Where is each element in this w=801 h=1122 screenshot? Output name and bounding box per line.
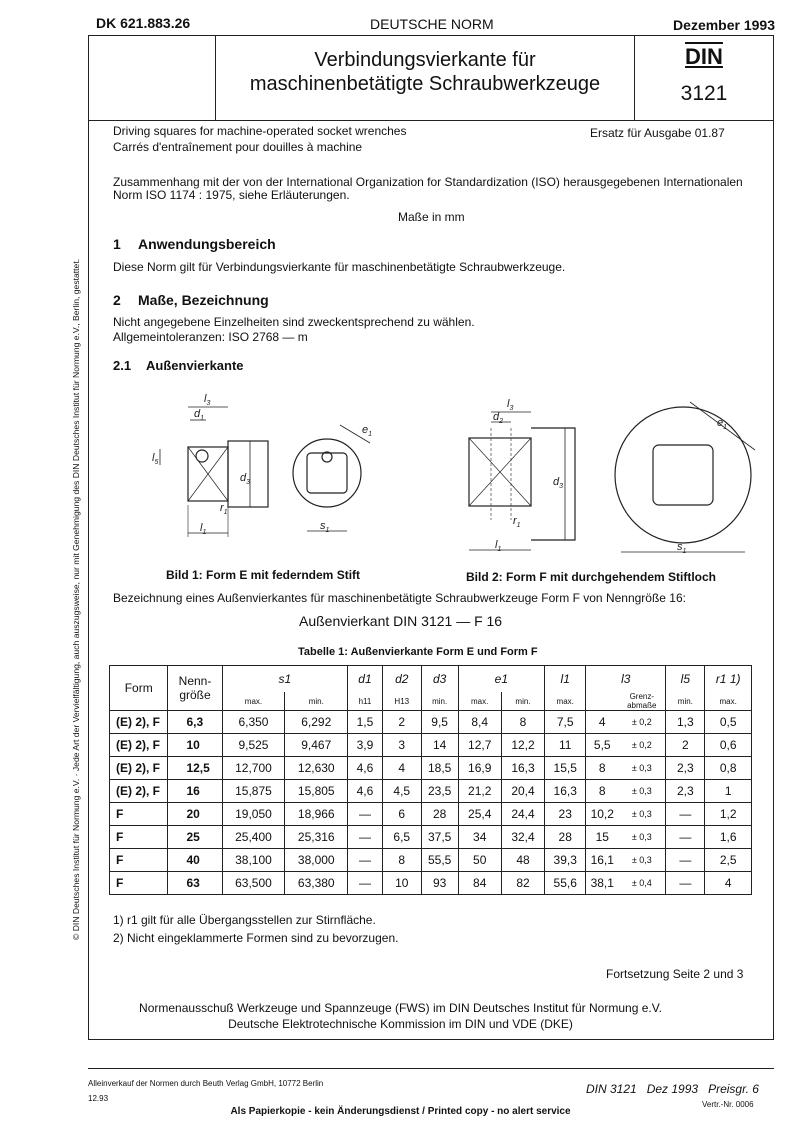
title-left-cell — [89, 36, 216, 120]
table-cell-ng: 25 — [168, 826, 222, 849]
fig1-label-d1: $d_1$ — [194, 408, 205, 422]
publication-date: Dezember 1993 — [673, 17, 775, 33]
section-2-text-2: Allgemeintoleranzen: ISO 2768 — m — [113, 330, 308, 344]
table-cell-grenz: ± 0,2 — [618, 734, 666, 757]
fig1-label-d3: $d_3$ — [240, 472, 251, 486]
body-divider — [88, 1039, 774, 1040]
fig1-label-l3: $l_3$ — [204, 393, 211, 407]
footer-code: 12.93 — [88, 1094, 109, 1103]
replaces-edition: Ersatz für Ausgabe 01.87 — [590, 126, 725, 140]
table-row — [110, 849, 752, 872]
table-cell-d1: 3,9 — [348, 734, 383, 757]
table-cell-ng: 10 — [168, 734, 222, 757]
table-cell-s1min: 12,630 — [285, 757, 348, 780]
table-cell-s1max: 12,700 — [222, 757, 285, 780]
table-cell-d2: 4 — [382, 757, 421, 780]
table-cell-r1: 1 — [705, 780, 752, 803]
section-1-text: Diese Norm gilt für Verbindungsvierkante für maschinenbetätigte Schraubwerkzeuge. — [113, 260, 566, 274]
table-cell-s1min: 15,805 — [285, 780, 348, 803]
table-cell-l1: 39,3 — [545, 849, 586, 872]
col-l5: l5 — [666, 666, 705, 693]
table-cell-s1min: 63,380 — [285, 872, 348, 895]
col-form: Form — [110, 666, 168, 711]
col-r1: r1 1) — [705, 666, 752, 693]
table-cell-d3: 18,5 — [421, 757, 458, 780]
table-cell-l3: 8 — [586, 757, 618, 780]
document-title — [216, 48, 634, 96]
table-row — [110, 780, 752, 803]
table-cell-d1: — — [348, 849, 383, 872]
table-cell-ng: 16 — [168, 780, 222, 803]
table-1-caption: Tabelle 1: Außenvierkante Form E und Form F — [298, 646, 538, 658]
sub-l5-min: min. — [666, 692, 705, 711]
sub-e1-min: min. — [501, 692, 544, 711]
fig2-end-view-circle — [615, 407, 751, 543]
footnote-2: 2) Nicht eingeklammerte Formen sind zu bevorzugen. — [113, 931, 399, 945]
table-cell-l5: — — [666, 849, 705, 872]
table-cell-grenz: ± 0,4 — [618, 872, 666, 895]
table-cell-l5: — — [666, 826, 705, 849]
table-cell-d3: 93 — [421, 872, 458, 895]
designation-text: Bezeichnung eines Außenvierkantes für maschinenbetätigte Schraubwerkzeuge Form F von Nenngröße 16: — [113, 591, 686, 605]
col-s1: s1 — [222, 666, 348, 693]
committee-line-2: Deutsche Elektrotechnische Kommission im DIN und VDE (DKE) — [228, 1017, 573, 1031]
table-cell-d1: — — [348, 826, 383, 849]
table-row — [110, 872, 752, 895]
table-cell-d1: — — [348, 803, 383, 826]
table-cell-form: (E) 2), F — [110, 711, 168, 734]
iso-relation-line-1: Zusammenhang mit der von der International Organization for Standardization (ISO) herausgegebenen Internationalen — [113, 175, 743, 189]
table-cell-e1max: 50 — [458, 849, 501, 872]
table-cell-r1: 0,8 — [705, 757, 752, 780]
fig1-spring-pin — [196, 450, 208, 462]
din-number-cell — [634, 36, 773, 120]
table-cell-l3: 15 — [586, 826, 618, 849]
footer-din-ref: DIN 3121 Dez 1993 Preisgr. 6 — [586, 1082, 759, 1096]
iso-relation-line-2: Norm ISO 1174 : 1975, siehe Erläuterungen. — [113, 188, 350, 202]
fig2-label-d2: $d_2$ — [493, 411, 504, 425]
continuation-note: Fortsetzung Seite 2 und 3 — [606, 967, 744, 981]
sub-l1-max: max. — [545, 692, 586, 711]
table-cell-e1max: 25,4 — [458, 803, 501, 826]
table-cell-s1min: 6,292 — [285, 711, 348, 734]
col-nenngroesse — [168, 666, 222, 711]
fig1-end-view-square — [307, 453, 347, 493]
section-1-number: 1 — [113, 236, 121, 252]
table-cell-d3: 28 — [421, 803, 458, 826]
table-cell-e1min: 82 — [501, 872, 544, 895]
footer-vertr-nr: Vertr.-Nr. 0006 — [702, 1100, 754, 1109]
copy-notice: Als Papierkopie - kein Änderungsdienst / Printed copy - no alert service — [230, 1106, 571, 1117]
table-cell-r1: 4 — [705, 872, 752, 895]
table-cell-s1max: 38,100 — [222, 849, 285, 872]
table-cell-form: F — [110, 826, 168, 849]
units-note: Maße in mm — [398, 210, 465, 224]
table-cell-d3: 37,5 — [421, 826, 458, 849]
table-cell-d2: 2 — [382, 711, 421, 734]
table-cell-form: F — [110, 803, 168, 826]
fig1-label-e1: $e_1$ — [362, 424, 373, 438]
table-cell-d3: 9,5 — [421, 711, 458, 734]
table-cell-l1: 7,5 — [545, 711, 586, 734]
doc-classification-code: DK 621.883.26 — [96, 15, 191, 31]
sub-e1-max: max. — [458, 692, 501, 711]
table-cell-l1: 11 — [545, 734, 586, 757]
sub-d1-tol: h11 — [348, 692, 383, 711]
table-cell-d2: 10 — [382, 872, 421, 895]
table-cell-d2: 4,5 — [382, 780, 421, 803]
table-cell-l5: 2 — [666, 734, 705, 757]
table-cell-e1min: 24,4 — [501, 803, 544, 826]
table-cell-d2: 8 — [382, 849, 421, 872]
table-body — [110, 711, 752, 895]
table-cell-e1min: 48 — [501, 849, 544, 872]
section-2-text-1: Nicht angegebene Einzelheiten sind zweckentsprechend zu wählen. — [113, 315, 475, 329]
fig2-label-r1: $r_1$ — [513, 515, 521, 529]
table-cell-l5: 1,3 — [666, 711, 705, 734]
fig2-label-d3: $d_3$ — [553, 476, 564, 490]
fig1-label-l1: $l_1$ — [200, 522, 207, 536]
table-row — [110, 734, 752, 757]
table-cell-d2: 6,5 — [382, 826, 421, 849]
sub-s1-min: min. — [285, 692, 348, 711]
figure-1-drawing — [140, 385, 390, 565]
sub-grenz-line1: Grenz- — [629, 692, 655, 701]
col-nenngroesse-line1: Nenn- — [178, 674, 212, 688]
table-cell-l5: 2,3 — [666, 780, 705, 803]
table-row — [110, 757, 752, 780]
table-cell-grenz: ± 0,3 — [618, 757, 666, 780]
table-cell-l1: 15,5 — [545, 757, 586, 780]
title-english: Driving squares for machine-operated socket wrenches — [113, 124, 407, 138]
fig1-label-r1: $r_1$ — [220, 502, 228, 516]
fig1-body-side-view — [228, 441, 268, 507]
copyright-side-notice: © DIN Deutsches Institut für Normung e.V. · Jede Art der Vervielfältigung, auch auszugsweise, nur mit Genehmigung des DIN Deutsches Institut für Normung e.V., Berlin, gestattet. — [71, 258, 81, 940]
col-l1: l1 — [545, 666, 586, 693]
col-d1: d1 — [348, 666, 383, 693]
table-cell-e1max: 16,9 — [458, 757, 501, 780]
table-cell-d2: 3 — [382, 734, 421, 757]
table-cell-l1: 28 — [545, 826, 586, 849]
title-frame — [88, 35, 774, 121]
table-cell-form: F — [110, 849, 168, 872]
table-cell-form: F — [110, 872, 168, 895]
fig2-label-l1: $l_1$ — [495, 539, 502, 553]
table-cell-d1: — — [348, 872, 383, 895]
table-cell-e1min: 12,2 — [501, 734, 544, 757]
table-cell-l3: 10,2 — [586, 803, 618, 826]
section-1-heading: Anwendungsbereich — [138, 236, 276, 252]
table-cell-s1min: 18,966 — [285, 803, 348, 826]
table-cell-l5: 2,3 — [666, 757, 705, 780]
committee-line-1: Normenausschuß Werkzeuge und Spannzeuge (FWS) im DIN Deutsches Institut für Normung e.V. — [139, 1001, 662, 1015]
table-cell-s1max: 25,400 — [222, 826, 285, 849]
table-cell-l3: 5,5 — [586, 734, 618, 757]
fig1-end-view-circle — [293, 439, 361, 507]
sub-d3-min: min. — [421, 692, 458, 711]
title-line-2: maschinenbetätigte Schraubwerkzeuge — [249, 73, 601, 95]
table-cell-d3: 55,5 — [421, 849, 458, 872]
table-cell-e1min: 8 — [501, 711, 544, 734]
table-cell-s1max: 19,050 — [222, 803, 285, 826]
figure-1-caption: Bild 1: Form E mit federndem Stift — [166, 568, 361, 582]
sub-d2-tol: H13 — [382, 692, 421, 711]
table-cell-grenz: ± 0,3 — [618, 826, 666, 849]
table-cell-e1max: 21,2 — [458, 780, 501, 803]
table-cell-l1: 55,6 — [545, 872, 586, 895]
din-number: 3121 — [680, 82, 728, 105]
figure-2-drawing — [455, 390, 765, 565]
fig2-label-s1: $s_1$ — [677, 541, 687, 555]
table-cell-e1max: 12,7 — [458, 734, 501, 757]
table-cell-s1max: 6,350 — [222, 711, 285, 734]
table-cell-form: (E) 2), F — [110, 780, 168, 803]
sub-s1-max: max. — [222, 692, 285, 711]
table-cell-d1: 1,5 — [348, 711, 383, 734]
title-line-1: Verbindungsvierkante für — [314, 49, 536, 71]
table-row — [110, 711, 752, 734]
sub-l3-grenz — [618, 692, 666, 711]
table-cell-e1min: 16,3 — [501, 757, 544, 780]
sub-r1-max: max. — [705, 692, 752, 711]
table-cell-s1max: 9,525 — [222, 734, 285, 757]
table-cell-ng: 6,3 — [168, 711, 222, 734]
table-cell-e1min: 20,4 — [501, 780, 544, 803]
table-cell-grenz: ± 0,3 — [618, 849, 666, 872]
table-cell-l3: 4 — [586, 711, 618, 734]
table-cell-e1max: 84 — [458, 872, 501, 895]
table-cell-e1max: 8,4 — [458, 711, 501, 734]
table-cell-l1: 16,3 — [545, 780, 586, 803]
table-cell-grenz: ± 0,2 — [618, 711, 666, 734]
table-cell-l1: 23 — [545, 803, 586, 826]
table-cell-e1min: 32,4 — [501, 826, 544, 849]
table-cell-grenz: ± 0,3 — [618, 803, 666, 826]
table-row — [110, 826, 752, 849]
table-row — [110, 803, 752, 826]
table-cell-l3: 16,1 — [586, 849, 618, 872]
table-header-row — [110, 666, 752, 693]
din-label: DIN — [685, 44, 723, 69]
table-cell-r1: 0,5 — [705, 711, 752, 734]
table-cell-ng: 20 — [168, 803, 222, 826]
table-cell-r1: 1,2 — [705, 803, 752, 826]
table-cell-s1min: 38,000 — [285, 849, 348, 872]
col-nenngroesse-line2: größe — [179, 688, 211, 702]
col-d3: d3 — [421, 666, 458, 693]
table-cell-r1: 1,6 — [705, 826, 752, 849]
col-d2: d2 — [382, 666, 421, 693]
table-cell-s1max: 15,875 — [222, 780, 285, 803]
table-cell-ng: 12,5 — [168, 757, 222, 780]
table-cell-s1min: 25,316 — [285, 826, 348, 849]
table-cell-d3: 14 — [421, 734, 458, 757]
fig1-label-s1: $s_1$ — [320, 520, 330, 534]
figure-2-caption: Bild 2: Form F mit durchgehendem Stiftloch — [466, 570, 717, 584]
table-cell-e1max: 34 — [458, 826, 501, 849]
table-cell-d1: 4,6 — [348, 780, 383, 803]
section-2-1-heading: Außenvierkante — [146, 358, 244, 373]
norm-label: DEUTSCHE NORM — [370, 16, 494, 32]
table-cell-d3: 23,5 — [421, 780, 458, 803]
table-cell-grenz: ± 0,3 — [618, 780, 666, 803]
fig2-label-l3: $l_3$ — [507, 398, 514, 412]
sub-l3-nominal — [586, 692, 618, 711]
fig1-label-l5: $l_5$ — [152, 452, 159, 466]
table-1 — [109, 665, 752, 895]
fig2-label-e1: $e_1$ — [717, 417, 728, 431]
col-l3: l3 — [586, 666, 666, 693]
table-cell-d2: 6 — [382, 803, 421, 826]
table-cell-l3: 8 — [586, 780, 618, 803]
designation-example: Außenvierkant DIN 3121 — F 16 — [299, 613, 503, 629]
table-cell-ng: 63 — [168, 872, 222, 895]
table-cell-r1: 2,5 — [705, 849, 752, 872]
fig2-end-view-square — [653, 445, 713, 505]
col-e1: e1 — [458, 666, 545, 693]
table-cell-form: (E) 2), F — [110, 757, 168, 780]
table-cell-l3: 38,1 — [586, 872, 618, 895]
table-cell-form: (E) 2), F — [110, 734, 168, 757]
sub-grenz-line2: abmaße — [627, 701, 657, 710]
table-cell-s1max: 63,500 — [222, 872, 285, 895]
table-cell-r1: 0,6 — [705, 734, 752, 757]
section-2-1-number: 2.1 — [113, 358, 132, 373]
section-2-heading: Maße, Bezeichnung — [138, 292, 269, 308]
section-2-number: 2 — [113, 292, 121, 308]
table-cell-d1: 4,6 — [348, 757, 383, 780]
table-cell-ng: 40 — [168, 849, 222, 872]
footnote-1: 1) r1 gilt für alle Übergangsstellen zur Stirnfläche. — [113, 913, 376, 927]
table-cell-l5: — — [666, 872, 705, 895]
table-cell-l5: — — [666, 803, 705, 826]
table-cell-s1min: 9,467 — [285, 734, 348, 757]
body-bottom-rule — [88, 1068, 774, 1069]
dimensions-table — [109, 665, 752, 895]
footer-sales-note: Alleinverkauf der Normen durch Beuth Verlag GmbH, 10772 Berlin — [88, 1079, 324, 1088]
title-french: Carrés d'entraînement pour douilles à machine — [113, 140, 363, 154]
